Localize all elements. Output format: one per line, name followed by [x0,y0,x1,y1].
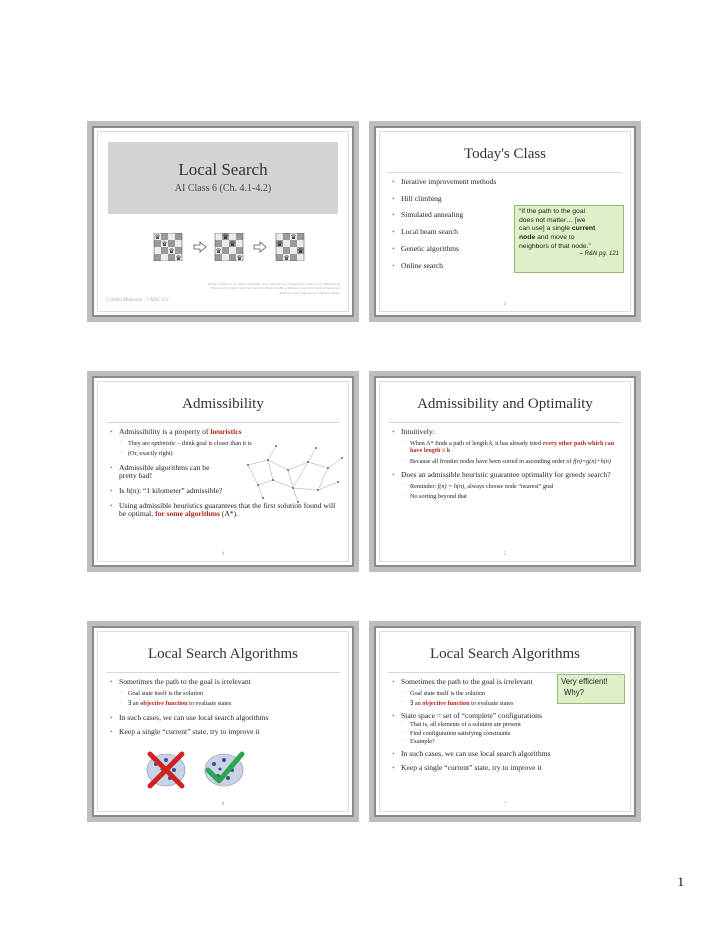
svg-text:♛: ♛ [283,255,290,261]
bullet-list [108,428,340,525]
title-divider [106,422,340,423]
sub-bullet: ◦ Reminder: f(n) = h(n), always choose node “nearest” goal [390,483,622,490]
slide-5 [92,626,354,817]
bullet-list [108,678,340,743]
bullet-item: • Hill climbing [390,195,510,204]
bullet-item: • Is h(n): “1 kilometer” admissible? [108,487,340,496]
sub-bullet: ◦ Because all frontier nodes have been sorted in ascending order of f(n)=g(n)+h(n) [390,458,622,465]
svg-text:♛: ♛ [229,241,236,248]
slide-6 [374,626,636,817]
arrow-right-icon [253,241,267,253]
bullet-item: • In such cases, we can use local search algorithms [390,750,622,759]
sub-bullet: ◦ Goal state itself is the solution [108,690,340,697]
title-divider [388,172,622,173]
quote-line: can use] a single current [519,225,596,233]
quote-line: node and move to [519,234,575,242]
quote-line: neighbors of that node.” [519,242,591,250]
bullet-list [390,178,510,278]
slide-title: Local Search Algorithms [148,646,298,662]
page-number: 1 [677,874,684,889]
quote-line: does not matter… [we [519,216,586,224]
bullet-item: • Sometimes the path to the goal is irrelevant ◦ Goal state itself is the solution ◦ ∃ an objective function to evaluate states [108,678,340,708]
svg-text:♛: ♛ [175,255,182,261]
callout-line: Very efficient! [561,677,608,686]
arrow-right-icon [193,241,207,253]
svg-text:♛: ♛ [154,234,161,241]
slide-page-number: 4 [221,552,225,557]
sub-bullet: ◦ ∃ an objective function to evaluate states [108,700,340,707]
slide-page-number: 6 [221,802,225,807]
sub-bullet: ◦ When A* finds a path of length k, it has already tried every other path which can have length ≤ k [390,440,622,455]
quote-callout [514,205,624,273]
chess-board-icon [272,233,308,261]
bullet-item: • Intuitively: ◦ When A* finds a path of length k, it has already tried every other path which can have length ≤ k ◦ Because all frontier nodes have been sorted in ascending order of f(n)=g(n)+h(n) [390,428,622,465]
bullet-item: • Using admissible heuristics guarantees that the first solution found will be optimal, for some algorithms (A*). [108,502,340,519]
bullet-item: • Sometimes the path to the goal is irrelevant ◦ Goal state itself is the solution ◦ ∃ an objective function to evaluate states [390,678,622,708]
bullet-item: • Keep a single “current” state, try to improve it [108,728,340,737]
sub-bullet: ◦ No sorting beyond that [390,493,622,500]
sub-bullet: ◦ They are optimistic – think goal is closer than it is [108,440,340,447]
bullet-item: • Simulated annealing [390,211,510,220]
credit-text: Based on slides by Dr. Marie desJardin. Some material also adapted from slides by Dr. Matuszek @ Villanova University, which are based on Hwee Tou Ng at Berkeley, which are based on Russell at Berkeley. Some diagrams are based on AIMA. [208,282,340,295]
bullet-item: • Admissibility is a property of heuristics ◦ They are optimistic – think goal is closer than it is ◦ (Or, exactly right) [108,428,340,458]
chess-board-icon [211,233,247,261]
slide-page-number: 5 [503,552,507,557]
sub-bullet: ◦ Goal state itself is the solution [390,690,622,697]
slide-4 [374,376,636,567]
bullet-list [390,428,622,507]
bullet-item: • Online search [390,262,510,271]
svg-text:♛: ♛ [168,248,175,255]
title-divider [388,672,622,673]
slide-3 [92,376,354,567]
svg-text:♛: ♛ [297,248,304,255]
green-check-icon [202,750,246,790]
slide-page-number: 7 [503,802,507,807]
slide-title: Local Search [178,160,268,179]
title-divider [106,672,340,673]
svg-text:♛: ♛ [276,241,283,248]
bullet-item: • Local beam search [390,228,510,237]
slide-title: Local Search Algorithms [430,646,580,662]
title-divider [388,422,622,423]
slide-page-number: 2 [503,302,507,307]
svg-text:♛: ♛ [215,248,222,255]
slide-title: Admissibility [182,396,264,412]
callout-line: Why? [564,687,584,697]
chess-board-icon [150,233,186,261]
slide-title: Today's Class [463,146,547,162]
svg-text:♛: ♛ [236,255,243,261]
author-footer: Cynthia Matuszek – CMSC 671 [106,298,170,303]
slide-subtitle: AI Class 6 (Ch. 4.1-4.2) [174,183,272,194]
quote-source: – R&N pg. 121 [579,251,619,258]
slide-1 [92,126,354,317]
bullet-item: • Keep a single “current” state, try to improve it [390,764,622,773]
bullet-item: • Admissible algorithms can be pretty bad! [108,464,229,481]
svg-text:♛: ♛ [222,234,229,241]
bullet-item: • Genetic algorithms [390,245,510,254]
bullet-item: • Does an admissible heuristic guarantee optimality for greedy search? ◦ Reminder: f(n) = h(n), always choose node “nearest” goal ◦ No sorting beyond that [390,471,622,501]
svg-text:♛: ♛ [161,241,168,248]
sub-bullet: ◦ That is, all elements of a solution are present [390,721,622,728]
svg-text:♛: ♛ [290,234,297,241]
red-x-icon [144,750,188,790]
slide-2 [374,126,636,317]
slide-title: Admissibility and Optimality [417,396,593,412]
bullet-item: • State space = set of “complete” configurations ◦ That is, all elements of a solution are present ◦ Find configuration satisfying constraints ◦ Example? [390,712,622,746]
bullet-item: • Iterative improvement methods [390,178,510,187]
sub-bullet: ◦ Example? [390,738,622,745]
sub-bullet: ◦ Find configuration satisfying constraints [390,730,622,737]
efficiency-callout [557,674,625,704]
sub-bullet: ◦ (Or, exactly right) [108,450,340,457]
bullet-item: • In such cases, we can use local search algorithms [108,714,340,723]
quote-line: “If the path to the goal [519,208,586,215]
sub-bullet: ◦ ∃ an objective function to evaluate states [390,700,622,707]
